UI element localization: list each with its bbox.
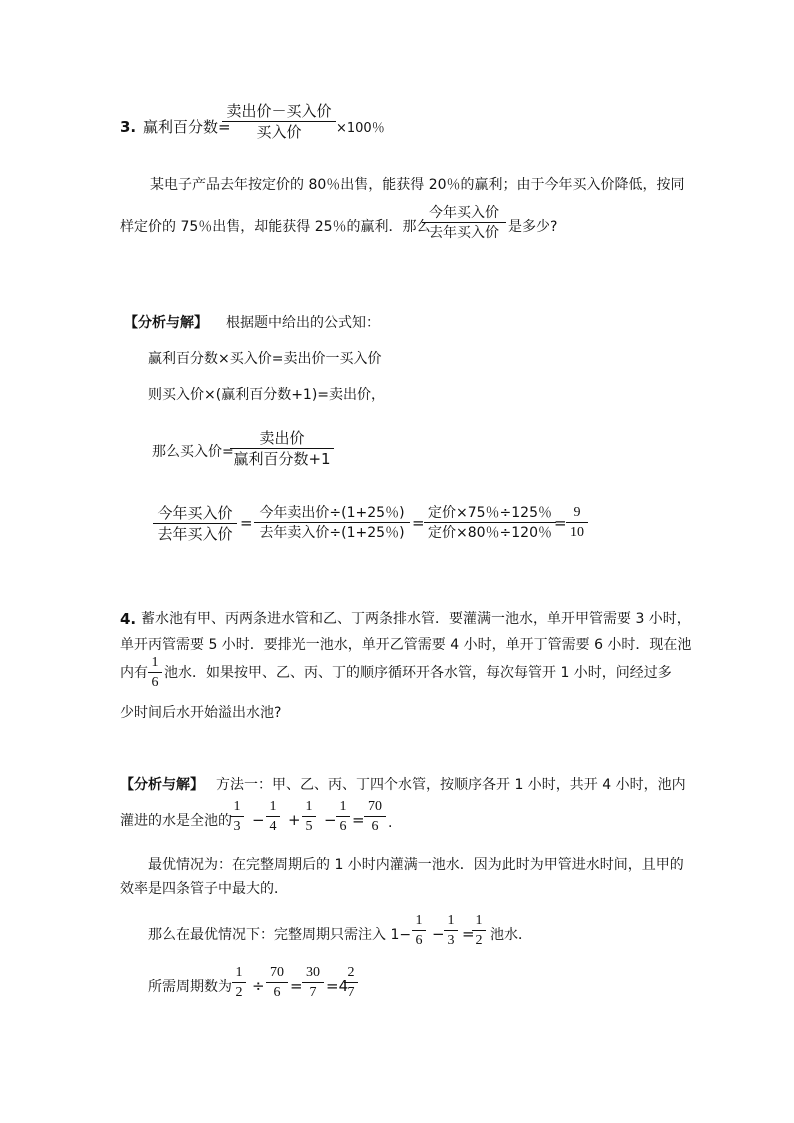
fraction-bar [422, 222, 506, 223]
analysis-3-eq-1: 赢利百分数×买入价=卖出价一买入价 [148, 351, 382, 367]
fraction-denominator: 去年买入价 [157, 525, 233, 543]
fraction-bar [336, 816, 350, 817]
fraction-numerator: 1 [415, 913, 423, 928]
cycles-fraction-b [266, 966, 288, 1000]
fraction-bar [232, 982, 246, 983]
initial-water-fraction [148, 656, 162, 690]
analysis-3-eq-2: 则买入价×(赢利百分数+1)=卖出价， [148, 387, 386, 403]
fraction-denominator: 3 [447, 933, 455, 948]
fraction-denominator: 买入价 [256, 123, 302, 141]
cycles-op: ÷ [252, 977, 265, 995]
fraction-bar [344, 982, 358, 983]
fraction-denominator: 7 [347, 985, 355, 1000]
fraction-denominator: 6 [273, 985, 281, 1000]
fraction-denominator: 10 [570, 525, 584, 540]
fraction-denominator: 6 [371, 819, 379, 834]
formula-tail: ×100％ [336, 121, 385, 136]
sum-fraction-d [336, 800, 350, 834]
fraction-numerator: 9 [573, 505, 581, 520]
fraction-denominator: 去年卖入价÷(1+25％) [259, 525, 405, 541]
fraction-numerator: 1 [235, 965, 243, 980]
fraction-bar [254, 522, 410, 523]
section-3-title: 赢利百分数= [143, 118, 231, 136]
fraction-denominator: 定价×80％÷120％ [428, 525, 552, 541]
fraction-numerator: 1 [305, 799, 313, 814]
fraction-numerator: 70 [368, 799, 382, 814]
fraction-denominator: 7 [309, 985, 317, 1000]
fraction-bar [266, 982, 288, 983]
cycles-equals-1: = [290, 977, 303, 995]
fraction-numerator: 1 [151, 655, 159, 670]
optimal-label: 那么在最优情况下：完整周期只需注入 1− [148, 927, 412, 943]
fraction-numerator: 今年买入价 [157, 504, 233, 522]
sum-fraction-c [302, 800, 316, 834]
problem-4-line-2: 单开丙管需要 5 小时．要排光一池水，单开乙管需要 4 小时，单开丁管需要 6 小时．现在池 [120, 637, 692, 653]
fraction-denominator: 6 [151, 675, 159, 690]
chain-fraction-1 [153, 506, 237, 542]
fraction-numerator: 1 [447, 913, 455, 928]
fraction-bar [266, 816, 280, 817]
best-case-line-1: 最优情况为：在完整周期后的 1 小时内灌满一池水．因为此时为甲管进水时间，且甲的 [148, 857, 684, 873]
fraction-bar [153, 523, 237, 524]
problem-4-line-4: 少时间后水开始溢出水池? [120, 705, 282, 721]
fraction-bar [148, 672, 162, 673]
fraction-bar [230, 448, 334, 449]
fraction-denominator: 6 [339, 819, 347, 834]
fraction-bar [566, 522, 588, 523]
fraction-bar [444, 930, 458, 931]
analysis-3-eq-3-label: 那么买入价= [152, 444, 234, 460]
optimal-fraction-b [444, 914, 458, 948]
analysis-4-line-2: 灌进的水是全池的 [120, 813, 232, 829]
sum-op-2: + [288, 811, 301, 829]
fraction-numerator: 30 [306, 965, 320, 980]
fraction-numerator: 1 [339, 799, 347, 814]
fraction-bar [364, 816, 386, 817]
fraction-numerator: 卖出价 [259, 429, 305, 447]
fraction-denominator: 6 [415, 933, 423, 948]
problem-3-question-tail: 是多少? [508, 219, 558, 235]
chain-fraction-3 [424, 506, 556, 540]
sum-end: . [388, 815, 393, 831]
sum-equals: = [352, 811, 365, 829]
optimal-fraction-a [412, 914, 426, 948]
fraction-bar [302, 982, 324, 983]
fraction-numerator: 1 [233, 799, 241, 814]
fraction-denominator: 2 [235, 985, 243, 1000]
buy-price-fraction [230, 431, 334, 467]
analysis-4-tag: 【分析与解】 [120, 777, 204, 793]
fraction-numerator: 1 [475, 913, 483, 928]
chain-fraction-4 [566, 506, 588, 540]
fraction-numerator: 70 [270, 965, 284, 980]
fraction-denominator: 2 [475, 933, 483, 948]
fraction-bar [230, 816, 244, 817]
fraction-bar [424, 522, 556, 523]
price-ratio-fraction [422, 206, 506, 240]
fraction-bar [472, 930, 486, 931]
optimal-op: − [432, 925, 445, 943]
section-3-number: 3. [120, 118, 137, 136]
cycles-label: 所需周期数为 [148, 979, 232, 995]
sum-fraction-b [266, 800, 280, 834]
fraction-bar [222, 121, 336, 122]
problem-3-line-2: 样定价的 75％出售，却能获得 25％的赢利．那么 [120, 219, 431, 235]
problem-3-line-1: 某电子产品去年按定价的 80％出售，能获得 20％的赢利；由于今年买入价降低，按同 [150, 177, 685, 193]
fraction-denominator: 4 [269, 819, 277, 834]
fraction-bar [412, 930, 426, 931]
fraction-numerator: 2 [347, 965, 355, 980]
problem-4-line-1: 蓄水池有甲、丙两条进水管和乙、丁两条排水管．要灌满一池水，单开甲管需要 3 小时， [141, 611, 691, 627]
chain-equals-1: = [240, 514, 253, 532]
analysis-3-tag: 【分析与解】 [124, 315, 208, 331]
sum-op-3: − [324, 811, 337, 829]
optimal-fraction-c [472, 914, 486, 948]
sum-result-fraction [364, 800, 386, 834]
problem-4-number: 4. [120, 610, 137, 628]
optimal-equals: = [462, 925, 475, 943]
cycles-fraction-a [232, 966, 246, 1000]
sum-fraction-a [230, 800, 244, 834]
sum-op-1: − [252, 811, 265, 829]
fraction-denominator: 3 [233, 819, 241, 834]
chain-fraction-2 [254, 506, 410, 540]
fraction-numerator: 卖出价－买入价 [226, 102, 332, 120]
best-case-line-2: 效率是四条管子中最大的． [120, 881, 288, 897]
chain-equals-2: = [412, 514, 425, 532]
cycles-equals-2: =4 [326, 977, 349, 995]
fraction-bar [302, 816, 316, 817]
analysis-3-intro: 根据题中给出的公式知： [226, 315, 380, 331]
cycles-fraction-c [302, 966, 324, 1000]
fraction-numerator: 今年买入价 [429, 205, 499, 221]
fraction-numerator: 今年卖出价÷(1+25％) [259, 505, 405, 521]
analysis-4-line-1: 方法一：甲、乙、丙、丁四个水管，按顺序各开 1 小时，共开 4 小时，池内 [216, 777, 686, 793]
problem-4-line-3: 池水．如果按甲、乙、丙、丁的顺序循环开各水管，每次每管开 1 小时，问经过多 [164, 665, 672, 681]
profit-formula-fraction [222, 104, 336, 140]
cycles-fraction-d [344, 966, 358, 1000]
problem-4-line-3-start: 内有 [120, 665, 148, 681]
fraction-numerator: 定价×75％÷125％ [428, 505, 552, 521]
optimal-tail: 池水． [490, 927, 532, 943]
fraction-denominator: 赢利百分数+1 [233, 450, 331, 468]
fraction-denominator: 去年买入价 [429, 225, 499, 241]
fraction-denominator: 5 [305, 819, 313, 834]
fraction-numerator: 1 [269, 799, 277, 814]
chain-equals-3: = [554, 514, 567, 532]
